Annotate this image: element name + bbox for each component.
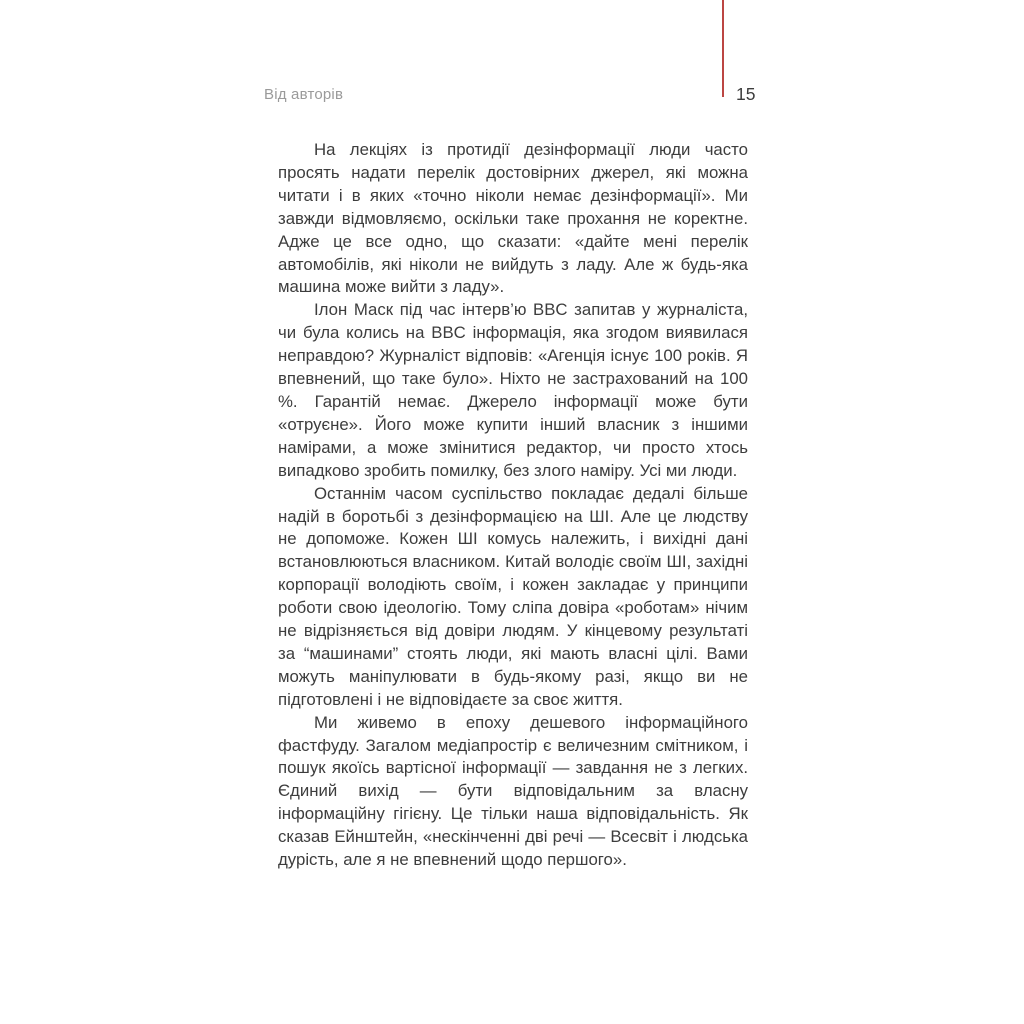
paragraph: Останнім часом суспільство покладає дедалі більше надій в боротьбі з дезінформацією на ШІ. Але це людству не допоможе. Кожен ШІ комусь належить, і вихідні дані встановлюються власником. Китай володіє своїм ШІ, західні корпорації володіють своїм, і кожен закладає у принципи роботи свою ідеологію. Тому сліпа довіра «роботам» нічим не відрізняється від довіри людям. У кінцевому результаті за “машинами” стоять люди, які мають власні цілі. Вами можуть маніпулювати в будь-якому разі, якщо ви не підготовлені і не відповідаєте за своє життя. bbox=[278, 483, 748, 709]
paragraph: Ілон Маск під час інтерв’ю BBC запитав у журналіста, чи була колись на BBC інформація, яка згодом виявилася неправдою? Журналіст відповів: «Агенція існує 100 років. Я впевнений, що таке було». Ніхто не застрахований на 100 %. Гарантій немає. Джерело інформації може бути «отруєне». Його може купити інший власник з іншими намірами, а може змінитися редактор, чи просто хтось випадково зробить помилку, без злого наміру. Усі ми люди. bbox=[278, 300, 748, 480]
paragraph: Ми живемо в епоху дешевого інформаційного фастфуду. Загалом медіапростір є величезним смітником, і пошук якоїсь вартісної інформації — завдання не з легких. Єдиний вихід — бути відповідальним за власну інформаційну гігієну. Це тільки наша відповідальність. Як сказав Ейнштейн, «нескінченні дві речі — Всесвіт і людська дурість, але я не впевнений щодо першого». bbox=[278, 712, 748, 870]
running-header: Від авторів bbox=[264, 86, 344, 103]
paragraph: На лекціях із протидії дезінформації люди часто просять надати перелік достовірних джерел, які можна читати і в яких «точно ніколи немає дезінформації». Ми завжди відмовляємо, оскільки таке прохання не коректне. Адже це все одно, що сказати: «дайте мені перелік автомобілів, які ніколи не вийдуть з ладу. Але ж будь-яка машина може вийти з ладу». bbox=[278, 140, 748, 297]
body-text bbox=[278, 139, 748, 872]
page-number: 15 bbox=[736, 84, 756, 104]
accent-rule bbox=[722, 0, 724, 97]
